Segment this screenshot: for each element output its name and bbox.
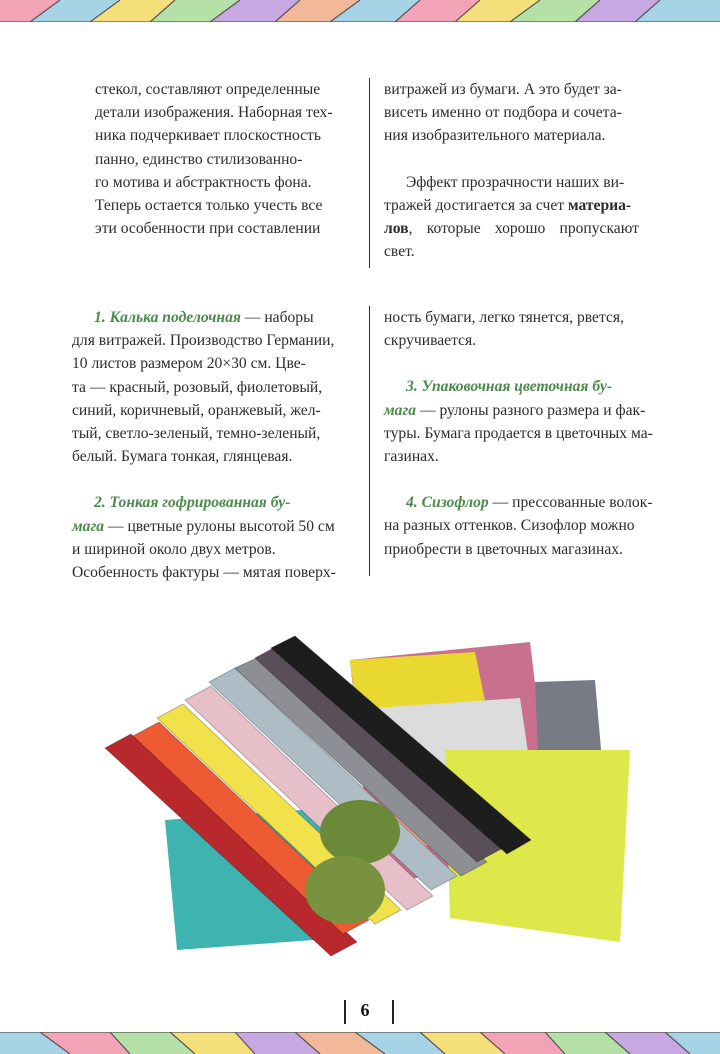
text-line: панно, единство стилизованно- [95, 150, 303, 168]
item-2-heading-line [72, 491, 350, 514]
text-column-top-left [95, 78, 350, 240]
text-line: белый. Бумага тонкая, глянцевая. [72, 448, 293, 466]
text-line: ника подчеркивает плоскостность [95, 127, 321, 145]
text-line: приобрести в цветочных магазинах. [384, 540, 623, 558]
text-line: для витражей. Производство Германии, [72, 332, 335, 350]
bottom-decorative-border [0, 1032, 720, 1054]
text-line: тый, светло-зеленый, темно-зеленый, [72, 425, 321, 443]
text-line: го мотива и абстрактность фона. [95, 173, 312, 191]
item-heading: мага [384, 401, 417, 419]
bold-term: лов [384, 220, 409, 238]
item-heading: 1. Калька поделочная [94, 309, 241, 326]
text-line: Эффект прозрачности наших ви- [406, 173, 625, 191]
bold-term: материа- [567, 196, 632, 214]
text-line: детали изображения. Наборная тех- [95, 104, 333, 122]
item-heading: 4. Сизофлор [406, 494, 489, 512]
text-line: и шириной около двух метров. [72, 540, 276, 558]
text-line: газинах. [384, 448, 439, 466]
text-line: висеть именно от подбора и сочета- [384, 104, 622, 122]
text-line: 10 листов размером 20×30 см. Цве- [72, 355, 306, 373]
text-line: стекол, составляют определенные [95, 81, 321, 98]
top-decorative-border [0, 0, 720, 22]
text-line: мага — цветные рулоны высотой 50 см [72, 517, 335, 535]
item-heading: 3. Упаковочная цветочная бу- [406, 378, 613, 396]
item-4-first-line: 4. Сизофлор — прессованные волок- [406, 494, 653, 512]
text-line: синий, коричневый, оранжевый, жел- [72, 401, 321, 419]
page-number-box [330, 998, 400, 1026]
text-line: Особенность фактуры — мятая поверх- [72, 564, 336, 582]
text-column-middle-right [384, 306, 662, 561]
text-column-middle-left [72, 306, 350, 584]
column-divider-top [369, 78, 370, 268]
item-3-heading-line [384, 375, 662, 398]
text-line: лов, которые хорошо пропускают свет. [384, 220, 639, 261]
text-line: Теперь остается только учесть все [95, 197, 323, 215]
text-line: мага — рулоны разного размера и фак- [384, 401, 646, 419]
page-number-right-bar [392, 1000, 394, 1024]
column-divider-middle [369, 306, 370, 576]
text-line: эти особенности при составлении [95, 220, 321, 238]
text-line: скручивается. [384, 332, 477, 350]
paper-materials-photo [95, 600, 640, 970]
text-line: туры. Бумага продается в цветочных ма- [384, 424, 653, 442]
text-line: та — красный, розовый, фиолетовый, [72, 378, 323, 396]
text-line: витражей из бумаги. А это будет за- [384, 81, 622, 98]
page-number: 6 [360, 1000, 370, 1020]
item-1-first-line: 1. Калька поделочная — наборы [94, 309, 314, 326]
item-heading: мага [72, 517, 105, 535]
item-heading: 2. Тонкая гофрированная бу- [94, 494, 291, 512]
text-line: ния изобразительного материала. [384, 127, 606, 145]
text-line: тражей достигается за счет материа- [384, 196, 632, 214]
text-line: ность бумаги, легко тянется, рвется, [384, 309, 624, 326]
text-column-top-right [384, 78, 639, 263]
text-line: на разных оттенков. Сизофлор можно [384, 517, 635, 535]
